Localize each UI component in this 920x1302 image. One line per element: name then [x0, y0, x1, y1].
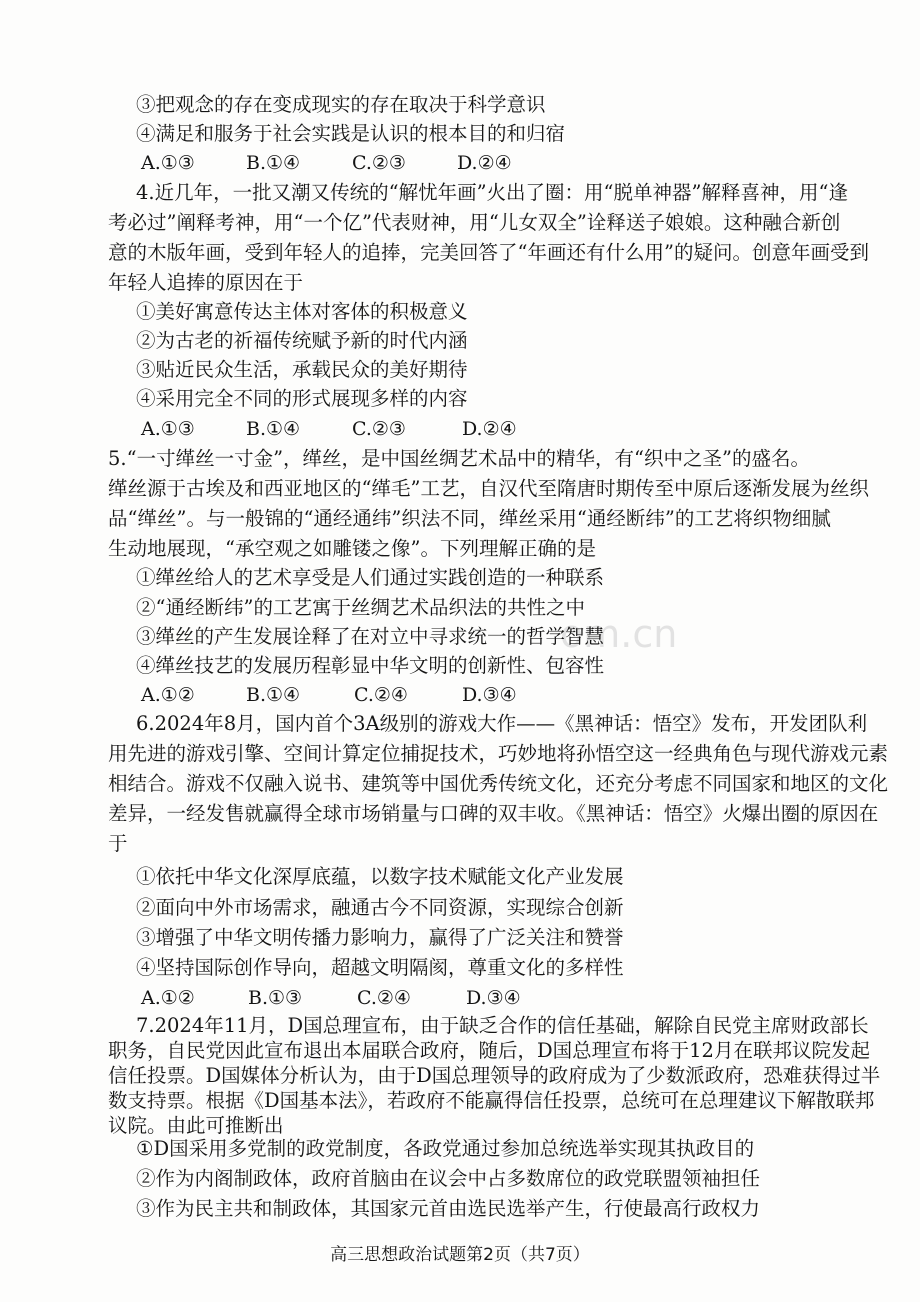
q7-stem-line: 职务，自民党因此宣布退出本届联合政府，随后，D国总理宣布将于12月在联邦议院发起 [108, 1039, 870, 1062]
q6-stem-line: 于 [108, 832, 128, 855]
q3-item-4: ④满足和服务于社会实践是认识的根本目的和归宿 [136, 122, 566, 145]
q4-stem-line: 4.近几年，一批又潮又传统的“解忧年画”火出了圈：用“脱单神器”解释喜神，用“逢 [136, 181, 848, 204]
q7-stem-line: 7.2024年11月，D国总理宣布，由于缺乏合作的信任基础，解除自民党主席财政部长 [136, 1014, 869, 1037]
q4-stem-line: 年轻人追捧的原因在于 [108, 271, 304, 294]
q5-stem-line: 缂丝源于古埃及和西亚地区的“缂毛”工艺，自汉代至隋唐时期传至中原后逐渐发展为丝织 [108, 477, 869, 500]
q6-item-3: ③增强了中华文明传播力影响力，赢得了广泛关注和赞誉 [136, 926, 624, 949]
q7-stem-line: 数支持票。根据《D国基本法》，若政府不能赢得信任投票，总统可在总理建议下解散联邦 [108, 1089, 875, 1112]
q5-option-b: B.①④ [246, 684, 301, 706]
q5-item-3: ③缂丝的产生发展诠释了在对立中寻求统一的哲学智慧 [136, 625, 605, 648]
q6-option-c: C.②④ [357, 987, 411, 1009]
q6-option-d: D.③④ [466, 987, 521, 1009]
q4-stem-line: 考必过”阐释考神，用“一个亿”代表财神，用“儿女双全”诠释送子娘娘。这种融合新创 [108, 211, 841, 234]
q7-stem-line: 信任投票。D国媒体分析认为，由于D国总理领导的政府成为了少数派政府，恐难获得过半 [108, 1064, 881, 1087]
q5-option-d: D.③④ [462, 684, 517, 706]
q6-item-2: ②面向中外市场需求，融通古今不同资源，实现综合创新 [136, 896, 624, 919]
q4-item-3: ③贴近民众生活，承载民众的美好期待 [136, 358, 468, 381]
page-footer: 高三思想政治试题第2页（共7页） [330, 1245, 590, 1265]
q6-option-a: A.①② [141, 987, 195, 1009]
q3-option-d: D.②④ [457, 152, 512, 174]
q6-stem-line: 相结合。游戏不仅融入说书、建筑等中国优秀传统文化，还充分考虑不同国家和地区的文化 [108, 772, 889, 795]
q7-item-3: ③作为民主共和制政体，其国家元首由选民选举产生，行使最高行政权力 [136, 1197, 761, 1220]
q5-item-2: ②“通经断纬”的工艺寓于丝绸艺术品织法的共性之中 [136, 596, 585, 619]
q3-option-c: C.②③ [352, 152, 406, 174]
q5-stem-line: 品“缂丝”。与一般锦的“通经通纬”织法不同，缂丝采用“通经断纬”的工艺将织物细腻 [108, 507, 831, 530]
q6-stem-line: 差异，一经发售就赢得全球市场销量与口碑的双丰收。《黑神话：悟空》火爆出圈的原因在 [108, 802, 879, 825]
q5-stem-line: 5.“一寸缂丝一寸金”，缂丝，是中国丝绸艺术品中的精华，有“织中之圣”的盛名。 [108, 447, 810, 470]
watermark: om.cn [560, 612, 678, 656]
q6-stem-line: 用先进的游戏引擎、空间计算定位捕捉技术，巧妙地将孙悟空这一经典角色与现代游戏元素 [108, 742, 889, 765]
q7-item-2: ②作为内阁制政体，政府首脑由在议会中占多数席位的政党联盟领袖担任 [136, 1167, 761, 1190]
q6-item-1: ①依托中华文化深厚底蕴，以数字技术赋能文化产业发展 [136, 865, 624, 888]
q7-stem-line: 议院。由此可推断出 [108, 1114, 284, 1137]
q5-option-a: A.①② [141, 684, 195, 706]
q5-item-1: ①缂丝给人的艺术享受是人们通过实践创造的一种联系 [136, 566, 605, 589]
q4-option-d: D.②④ [462, 418, 517, 440]
q3-item-3: ③把观念的存在变成现实的存在取决于科学意识 [136, 93, 546, 116]
q6-item-4: ④坚持国际创作导向，超越文明隔阂，尊重文化的多样性 [136, 956, 624, 979]
q4-item-1: ①美好寓意传达主体对客体的积极意义 [136, 300, 468, 323]
q4-item-2: ②为古老的祈福传统赋予新的时代内涵 [136, 329, 468, 352]
q4-option-c: C.②③ [352, 418, 406, 440]
q3-option-b: B.①④ [246, 152, 301, 174]
q4-option-b: B.①④ [246, 418, 301, 440]
q5-item-4: ④缂丝技艺的发展历程彰显中华文明的创新性、包容性 [136, 654, 605, 677]
q6-stem-line: 6.2024年8月，国内首个3A级别的游戏大作——《黑神话：悟空》发布，开发团队利 [136, 712, 868, 735]
q4-option-a: A.①③ [141, 418, 195, 440]
q4-item-4: ④采用完全不同的形式展现多样的内容 [136, 387, 468, 410]
q5-option-c: C.②④ [354, 684, 408, 706]
q3-option-a: A.①③ [141, 152, 195, 174]
q5-stem-line: 生动地展现，“承空观之如雕镂之像”。下列理解正确的是 [108, 537, 596, 560]
q7-item-1: ①D国采用多党制的政党制度，各政党通过参加总统选举实现其执政目的 [136, 1137, 755, 1160]
q4-stem-line: 意的木版年画，受到年轻人的追捧，完美回答了“年画还有什么用”的疑问。创意年画受到 [108, 241, 869, 264]
q6-option-b: B.①③ [248, 987, 303, 1009]
